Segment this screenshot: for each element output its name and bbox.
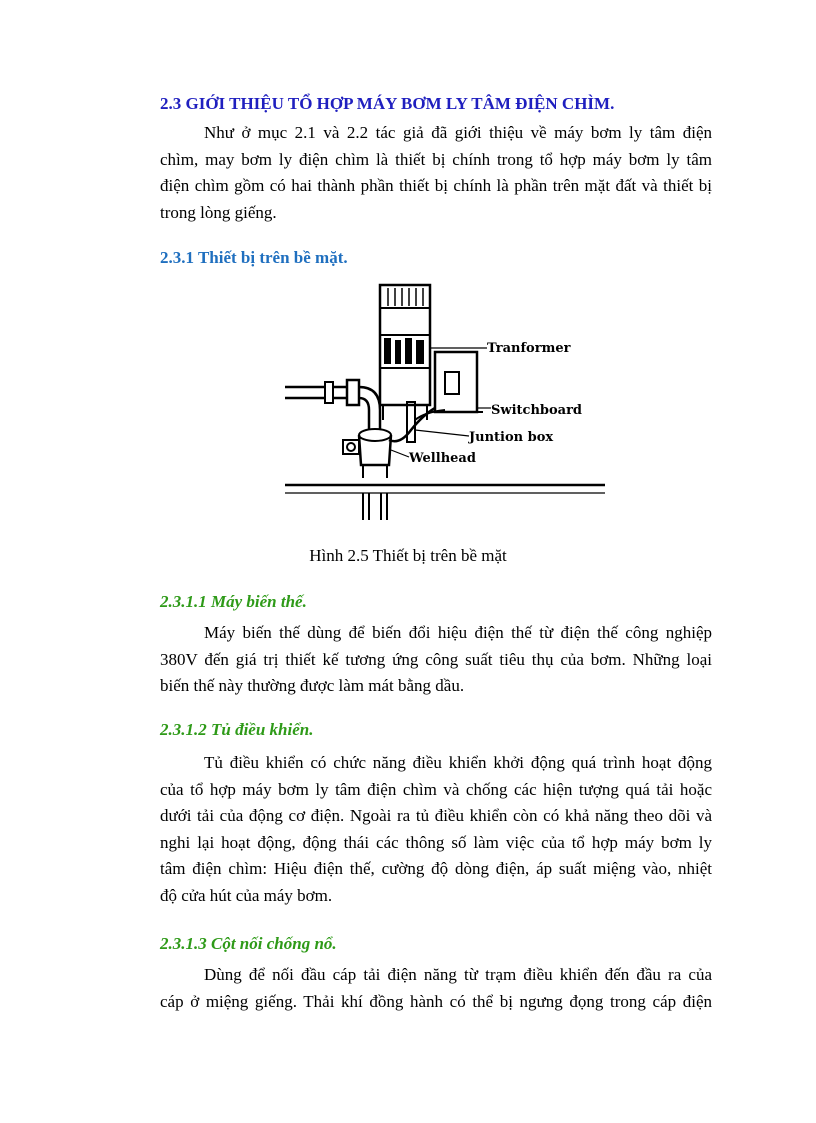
paragraph-line: 380V đến giá trị thiết kế tương ứng công suất tiêu thụ của bơm. Những loại: [160, 649, 712, 669]
surface-equipment-figure: [285, 280, 605, 525]
paragraph-line: độ cửa hút của máy bơm.: [160, 885, 333, 905]
paragraph-line: nghi lại hoạt động, động thái các thông số làm việc của tổ hợp máy bơm ly: [160, 832, 712, 852]
heading-2-3-1-3: 2.3.1.3 Cột nối chống nổ.: [160, 934, 337, 953]
heading-2-3-1: 2.3.1 Thiết bị trên bề mặt.: [160, 248, 348, 267]
paragraph-2-3-1-2: [160, 750, 712, 909]
label-switchboard: Switchboard: [491, 403, 583, 418]
intro-paragraph: [160, 120, 712, 226]
paragraph-line: dưới tải của động cơ điện. Ngoài ra tủ điều khiển còn có khả năng theo dõi và: [160, 806, 712, 825]
paragraph-2-3-1-3: [160, 962, 712, 1015]
paragraph-line: của tổ hợp máy bơm ly tâm điện chìm và chống các hiện tượng quá tải hoặc: [160, 779, 712, 799]
paragraph-line: trong lòng giếng.: [160, 202, 277, 222]
label-wellhead: Wellhead: [409, 451, 476, 466]
heading-2-3-1-2: 2.3.1.2 Tủ điều khiển.: [160, 720, 314, 739]
paragraph-line: biến thế này thường được làm mát bằng dầu.: [160, 676, 465, 695]
paragraph-line: Tủ điều khiển có chức năng điều khiển khởi động quá trình hoạt động: [204, 753, 712, 772]
paragraph-line: Máy biến thế dùng để biến đổi hiệu điện thế từ điện thế công nghiệp: [204, 623, 712, 642]
paragraph-2-3-1-1: [160, 620, 712, 700]
paragraph-line: Dùng để nối đầu cáp tải điện năng từ trạm điều khiển đến đầu ra của: [204, 965, 712, 984]
label-junction-box: Juntion box: [469, 430, 554, 445]
heading-2-3: 2.3 GIỚI THIỆU TỔ HỢP MÁY BƠM LY TÂM ĐIỆN CHÌM.: [160, 94, 615, 113]
figure-caption: Hình 2.5 Thiết bị trên bề mặt: [309, 546, 507, 565]
label-transformer: Tranformer: [487, 341, 571, 356]
paragraph-line: cáp ở miệng giếng. Thải khí đồng hành có thể bị ngưng đọng trong cáp điện: [160, 991, 712, 1011]
paragraph-line: tâm điện chìm: Hiệu điện thế, cường độ dòng điện, áp suất miệng vào, nhiệt: [160, 859, 712, 878]
paragraph-line: chìm, may bơm ly điện chìm là thiết bị chính trong tổ hợp máy bơm ly tâm: [160, 149, 712, 169]
paragraph-line: điện chìm gồm có hai thành phần thiết bị chính là phần trên mặt đất và thiết bị: [160, 176, 712, 195]
paragraph-line: Như ở mục 2.1 và 2.2 tác giả đã giới thiệu về máy bơm ly tâm điện: [204, 123, 712, 142]
heading-2-3-1-1: 2.3.1.1 Máy biến thế.: [160, 592, 307, 611]
